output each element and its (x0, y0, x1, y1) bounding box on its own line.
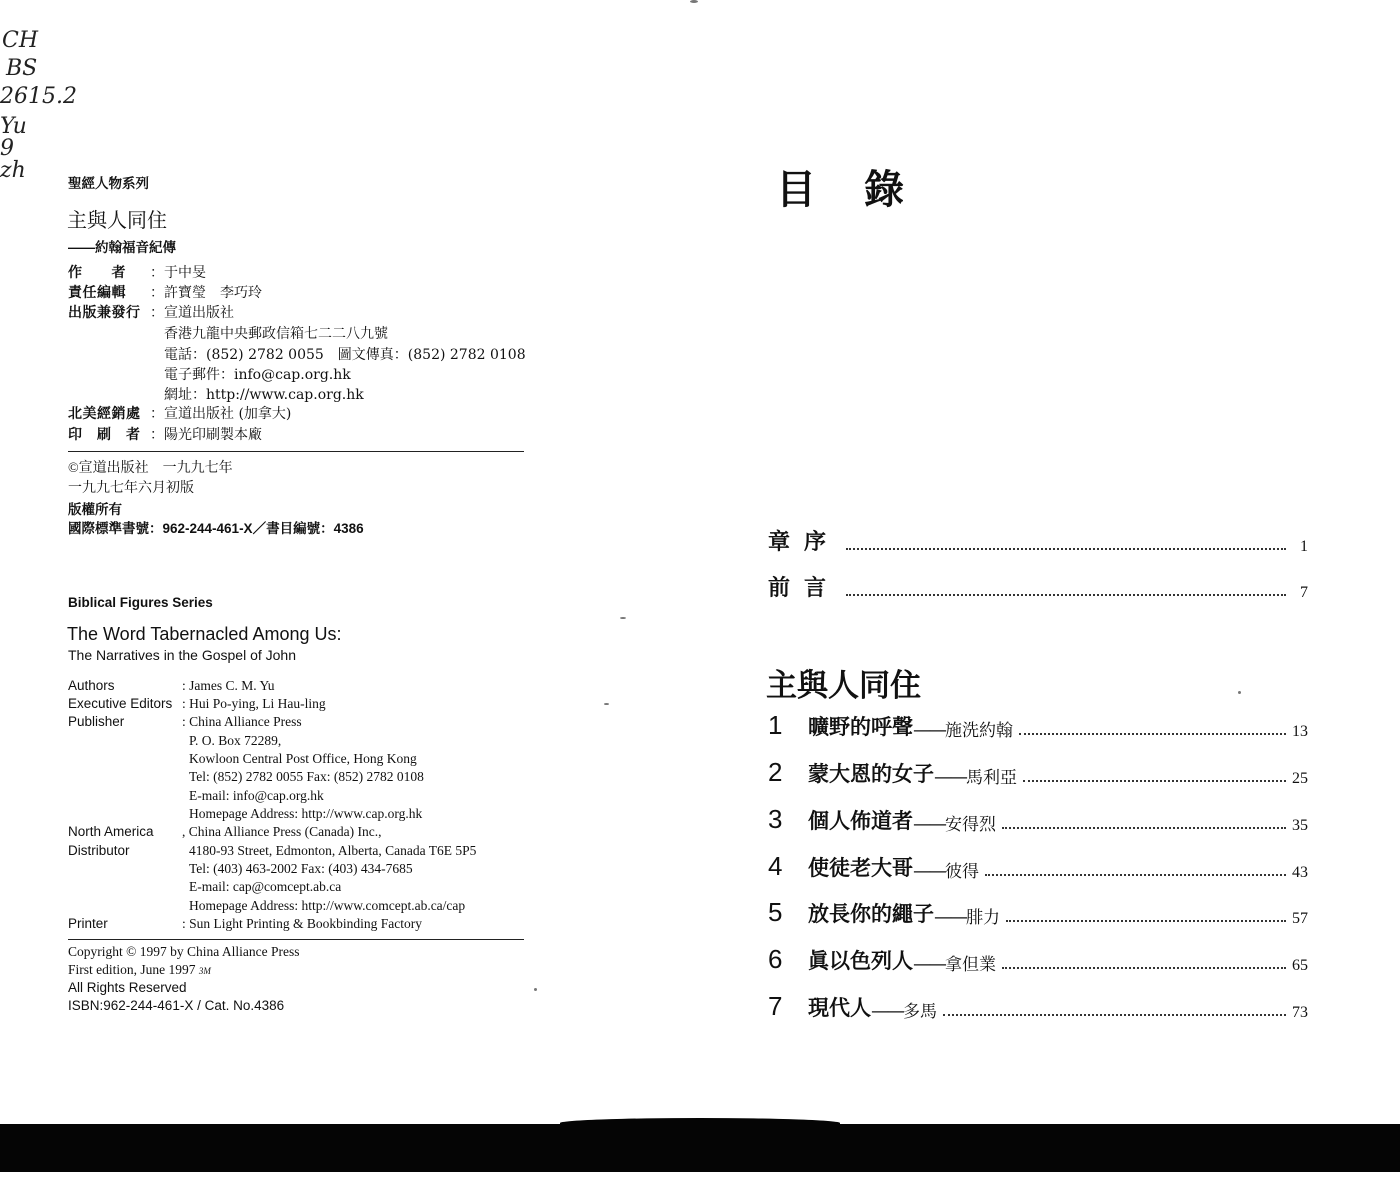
toc-leader-dots (1019, 733, 1286, 735)
chapter-number: 2 (768, 757, 783, 787)
credit-label: Printer (68, 916, 108, 931)
toc-leader-dots (1006, 920, 1286, 922)
toc-chapter-entry (768, 992, 1308, 1022)
chapter-title: 放長你的繩子 (808, 902, 934, 926)
chapter-dash: —— (934, 767, 966, 788)
chapter-title: 眞以色列人 (808, 949, 913, 973)
credit-value: P. O. Box 72289, (189, 733, 282, 748)
credit-row-en (68, 878, 341, 896)
credit-label: Publisher (68, 714, 125, 729)
credit-value: E-mail: cap@comcept.ab.ca (189, 879, 342, 894)
credit-value: : Sun Light Printing & Bookbinding Factory (182, 916, 423, 931)
credit-row-zh (68, 324, 388, 344)
copyright-line-zh: 版權所有 (68, 502, 122, 517)
credit-value: 于中旻 (164, 265, 206, 281)
toc-chapter-entry (768, 898, 1308, 928)
scan-speck (1238, 691, 1241, 694)
toc-page-number: 57 (1292, 910, 1308, 927)
chapter-number: 5 (768, 897, 783, 927)
scan-speck (690, 0, 698, 3)
credit-row-en (68, 805, 422, 823)
credit-value: Homepage Address: http://www.comcept.ab.ca/cap (189, 898, 466, 913)
scan-shadow-band (0, 1124, 1400, 1172)
chapter-title: 個人佈道者 (808, 809, 913, 833)
chapter-figure: 馬利亞 (966, 768, 1017, 788)
book-subtitle-zh: ——約翰福音紀傳 (68, 240, 176, 255)
toc-page-number: 35 (1292, 817, 1308, 834)
credit-label: 責任編輯 (68, 285, 126, 301)
chapter-dash: —— (871, 1001, 903, 1022)
credit-row-en (68, 732, 281, 750)
credit-label: North America (68, 824, 154, 839)
credit-value: 宣道出版社 (164, 305, 234, 321)
credit-row-zh: 作 者 ：于中旻 (68, 265, 206, 281)
credit-row-en (68, 768, 424, 786)
rights-line-en: All Rights Reserved (68, 980, 187, 995)
copyright-line-zh: ©宣道出版社 一九九七年 (68, 461, 233, 476)
credit-value: Tel: (403) 463-2002 Fax: (403) 434-7685 (189, 861, 413, 876)
toc-page-number: 65 (1292, 957, 1308, 974)
credit-value: 陽光印刷製本廠 (164, 427, 262, 443)
scan-speck (534, 988, 537, 991)
chapter-figure: 彼得 (945, 862, 979, 882)
credit-value: , China Alliance Press (Canada) Inc., (182, 824, 382, 839)
isbn-line-en: ISBN:962-244-461-X / Cat. No.4386 (68, 998, 285, 1013)
chapter-dash: —— (913, 814, 945, 835)
toc-chapter-entry (768, 852, 1308, 882)
toc-entry-title: 前言 (768, 576, 841, 601)
toc-entry-title: 章序 (768, 530, 841, 555)
toc-chapter-entry (768, 758, 1308, 788)
credit-row-en (68, 713, 302, 731)
chapter-number: 3 (768, 804, 783, 834)
credit-value: : James C. M. Yu (182, 678, 275, 693)
divider-rule (68, 939, 524, 940)
credit-row-en (68, 860, 413, 878)
divider-rule (68, 451, 524, 452)
scan-shadow-bulge (560, 1118, 840, 1128)
toc-page-number: 43 (1292, 864, 1308, 881)
credit-row-en (68, 677, 275, 695)
book-subtitle-en: The Narratives in the Gospel of John (68, 647, 297, 663)
edition-text: First edition, June 1997 (68, 962, 196, 977)
toc-leader-dots (846, 594, 1286, 596)
print-run-mark: 3M (198, 966, 211, 976)
chapter-number: 6 (768, 944, 783, 974)
chapter-dash: —— (913, 954, 945, 975)
book-title-en: The Word Tabernacled Among Us: (67, 624, 342, 644)
credit-label: Authors (68, 678, 115, 693)
credit-row-zh: 北美經銷處 ：宣道出版社 (加拿大) (68, 406, 292, 422)
toc-leader-dots (1002, 967, 1286, 969)
credit-value: 許寶瑩 李巧玲 (164, 285, 262, 301)
credit-label: 北美經銷處 (68, 406, 141, 422)
credit-row-en (68, 787, 324, 805)
chapter-number: 7 (768, 991, 783, 1021)
credit-row-zh (68, 385, 364, 405)
chapter-figure: 施洗約翰 (945, 721, 1013, 741)
chapter-figure: 安得烈 (945, 815, 996, 835)
toc-page-number: 1 (1300, 538, 1308, 555)
credit-row-zh: 印 刷 者 ：陽光印刷製本廠 (68, 427, 262, 443)
toc-heading: 目 錄 (776, 168, 908, 212)
credit-value: 4180-93 Street, Edmonton, Alberta, Canada T6E 5P5 (189, 843, 477, 858)
copyright-line-en: Copyright © 1997 by China Alliance Press (68, 944, 300, 959)
part-title: 主與人同住 (766, 668, 921, 703)
credit-label: 作 者 (68, 265, 126, 281)
chapter-title: 現代人 (808, 996, 871, 1020)
credit-value: Homepage Address: http://www.cap.org.hk (189, 806, 423, 821)
credit-row-zh: 責任編輯 ：許寶瑩 李巧玲 (68, 285, 262, 301)
credit-value: 電子郵件：info@cap.org.hk (164, 367, 351, 383)
credit-row-en (68, 823, 381, 841)
credit-value: 電話：(852) 2782 0055 圖文傳真：(852) 2782 0108 (164, 347, 526, 363)
credit-label: 印 刷 者 (68, 427, 141, 443)
toc-page-number: 7 (1300, 584, 1308, 601)
credit-label: Distributor (68, 843, 130, 858)
toc-entry (768, 572, 1308, 602)
toc-leader-dots (985, 874, 1286, 876)
credit-row-zh (68, 345, 526, 365)
credit-row-en (68, 750, 417, 768)
credit-value: : China Alliance Press (182, 714, 302, 729)
toc-chapter-entry (768, 805, 1308, 835)
chapter-figure: 腓力 (966, 908, 1000, 928)
credit-label: Executive Editors (68, 696, 173, 711)
credit-row-en (68, 915, 422, 933)
credit-value: Kowloon Central Post Office, Hong Kong (189, 751, 417, 766)
credit-row-en (68, 897, 465, 915)
chapter-dash: —— (934, 907, 966, 928)
credit-label: 出版兼發行 (68, 305, 141, 321)
series-title-zh: 聖經人物系列 (68, 176, 149, 191)
chapter-number: 1 (768, 710, 783, 740)
scan-speck (620, 617, 626, 619)
toc-page-number: 73 (1292, 1004, 1308, 1021)
series-title-en: Biblical Figures Series (68, 595, 213, 610)
credit-row-en (68, 842, 476, 860)
credit-value: E-mail: info@cap.org.hk (189, 788, 324, 803)
toc-page-number: 13 (1292, 723, 1308, 740)
chapter-title: 蒙大恩的女子 (808, 762, 934, 786)
credit-value: 宣道出版社 (加拿大) (164, 406, 292, 422)
edition-line-en (68, 962, 211, 978)
handwriting-line: Yu 9 zh (0, 114, 27, 183)
toc-leader-dots (846, 548, 1286, 550)
credit-row-en (68, 695, 326, 713)
chapter-figure: 拿但業 (945, 955, 996, 975)
scan-speck (604, 703, 609, 705)
credit-value: Tel: (852) 2782 0055 Fax: (852) 2782 0108 (189, 769, 424, 784)
isbn-line-zh: 國際標準書號：962-244-461-X／書目編號：4386 (68, 521, 364, 536)
chapter-dash: —— (913, 720, 945, 741)
chapter-figure: 多馬 (903, 1002, 937, 1022)
credit-value: 網址：http://www.cap.org.hk (164, 387, 364, 403)
book-title-zh: 主與人同住 (67, 210, 167, 232)
toc-leader-dots (1002, 827, 1286, 829)
credit-row-zh: 出版兼發行 ：宣道出版社 (68, 305, 234, 321)
handwriting-line: 2615.2 (0, 84, 77, 109)
handwriting-line: BS (6, 56, 38, 81)
credit-value: : Hui Po-ying, Li Hau-ling (182, 696, 326, 711)
toc-leader-dots (943, 1014, 1286, 1016)
chapter-number: 4 (768, 851, 783, 881)
toc-page-number: 25 (1292, 770, 1308, 787)
chapter-title: 曠野的呼聲 (808, 715, 913, 739)
chapter-title: 使徒老大哥 (808, 856, 913, 880)
credit-row-zh (68, 365, 351, 385)
toc-leader-dots (1023, 780, 1286, 782)
credit-value: 香港九龍中央郵政信箱七二二八九號 (164, 326, 388, 342)
handwriting-line: CH (2, 28, 39, 53)
copyright-line-zh: 一九九七年六月初版 (68, 481, 194, 496)
chapter-dash: —— (913, 861, 945, 882)
toc-entry (768, 526, 1308, 556)
toc-chapter-entry (768, 711, 1308, 741)
toc-chapter-entry (768, 945, 1308, 975)
